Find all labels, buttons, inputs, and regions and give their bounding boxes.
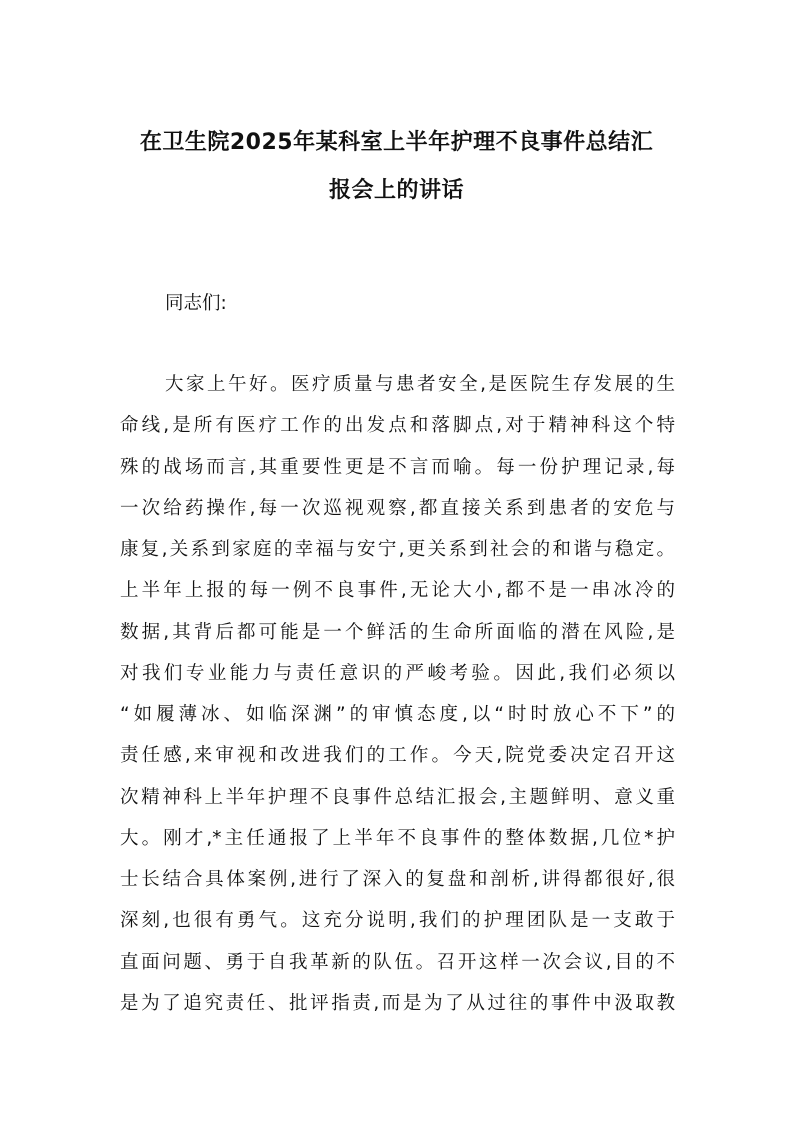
body-line-7: 数据,其背后都可能是一个鲜活的生命所面临的潜在风险,是 — [120, 622, 675, 643]
body-line-15: 直面问题、勇于自我革新的队伍。召开这样一次会议,目的不 — [120, 952, 675, 973]
body-line-2: 命线,是所有医疗工作的出发点和落脚点,对于精神科这个特 — [120, 415, 675, 436]
body-line-14: 深刻,也很有勇气。这充分说明,我们的护理团队是一支敢于 — [120, 910, 675, 931]
body-line-1: 大家上午好。医疗质量与患者安全,是医院生存发展的生 — [165, 374, 675, 395]
body-line-13: 士长结合具体案例,进行了深入的复盘和剖析,讲得都很好,很 — [120, 869, 675, 890]
body-line-6: 上半年上报的每一例不良事件,无论大小,都不是一串冰冷的 — [120, 580, 675, 601]
body-line-3: 殊的战场而言,其重要性更是不言而喻。每一份护理记录,每 — [120, 457, 675, 478]
body-line-5: 康复,关系到家庭的幸福与安宁,更关系到社会的和谐与稳定。 — [120, 539, 675, 560]
body-line-12: 大。刚才,*主任通报了上半年不良事件的整体数据,几位*护 — [120, 828, 675, 849]
document-title-line-1: 在卫生院2025年某科室上半年护理不良事件总结汇 — [139, 130, 654, 155]
body-line-9: “如履薄冰、如临深渊”的审慎态度,以“时时放心不下”的 — [120, 704, 675, 725]
document-title-line-2: 报会上的讲话 — [328, 178, 464, 203]
body-line-10: 责任感,来审视和改进我们的工作。今天,院党委决定召开这 — [120, 745, 675, 766]
salutation: 同志们: — [165, 293, 227, 314]
body-line-11: 次精神科上半年护理不良事件总结汇报会,主题鲜明、意义重 — [120, 787, 675, 808]
body-line-16: 是为了追究责任、批评指责,而是为了从过往的事件中汲取教 — [120, 993, 675, 1014]
body-line-8: 对我们专业能力与责任意识的严峻考验。因此,我们必须以 — [120, 663, 675, 684]
body-line-4: 一次给药操作,每一次巡视观察,都直接关系到患者的安危与 — [120, 498, 675, 519]
